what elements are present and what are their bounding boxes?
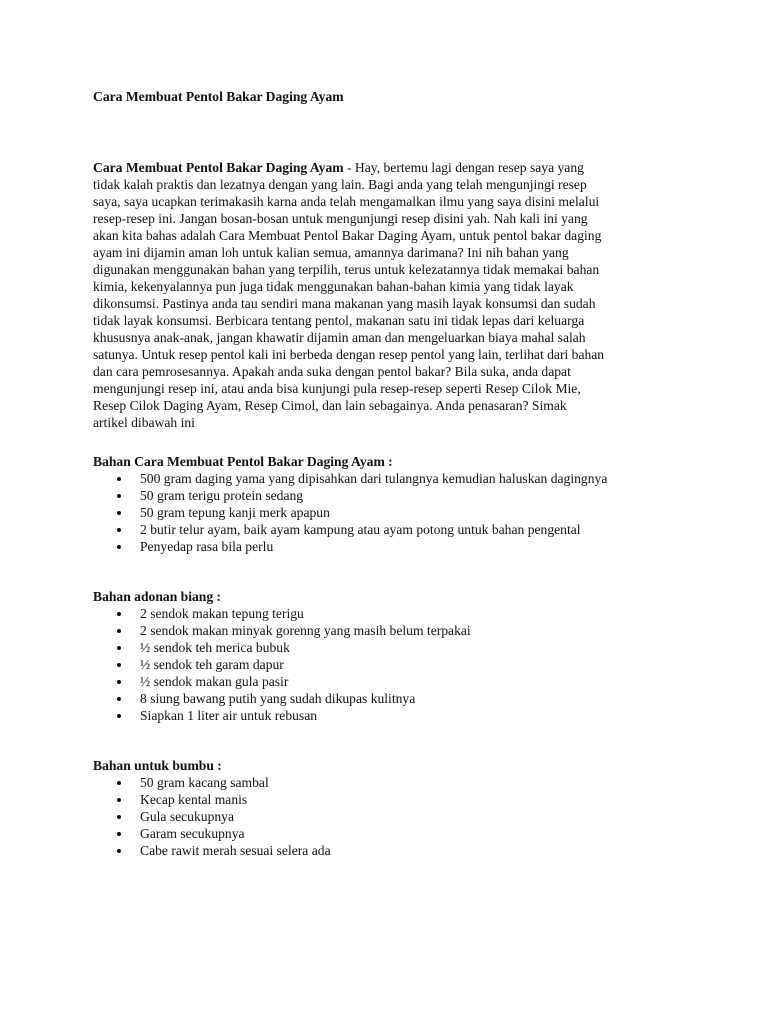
intro-line: tidak layak konsumsi. Berbicara tentang pentol, makanan satu ini tidak lepas dari keluarga (93, 313, 585, 328)
list-item (93, 842, 693, 859)
list-item-text: ½ sendok teh garam dapur (140, 657, 284, 672)
section-heading-bahan-utama: Bahan Cara Membuat Pentol Bakar Daging Ayam : (93, 454, 393, 469)
list-item (93, 470, 693, 487)
list-item-text: Kecap kental manis (140, 792, 248, 807)
list-item (93, 538, 693, 555)
bullet-icon (117, 714, 121, 718)
bullet-icon (117, 815, 121, 819)
list-item-text: 50 gram kacang sambal (140, 775, 269, 790)
bullet-icon (117, 612, 121, 616)
list-item (93, 521, 693, 538)
intro-line: saya, saya ucapkan terimakasih karna anda telah mengamalkan ilmu yang saya disini melalui (93, 194, 600, 209)
intro-line: khususnya anak-anak, jangan khawatir dijamin aman dan mengeluarkan biaya mahal salah (93, 330, 586, 345)
list-item (93, 774, 693, 791)
list-item-text: Penyedap rasa bila perlu (140, 539, 274, 554)
bullet-icon (117, 646, 121, 650)
intro-line: tidak kalah praktis dan lezatnya dengan yang lain. Bagi anda yang telah mengunjingi resep (93, 177, 587, 192)
list-item-text: Cabe rawit merah sesuai selera ada (140, 843, 331, 858)
intro-line: dan cara pemrosesannya. Apakah anda suka dengan pentol bakar? Bila suka, anda dapat (93, 364, 571, 379)
bullet-icon (117, 832, 121, 836)
list-item-text: 50 gram terigu protein sedang (140, 488, 304, 503)
intro-line: akan kita bahas adalah Cara Membuat Pentol Bakar Daging Ayam, untuk pentol bakar daging (93, 228, 602, 243)
intro-line: artikel dibawah ini (93, 415, 195, 430)
list-item (93, 825, 693, 842)
list-item-text: Garam secukupnya (140, 826, 245, 841)
list-item (93, 504, 693, 521)
bullet-icon (117, 798, 121, 802)
list-item-text: 2 sendok makan tepung terigu (140, 606, 304, 621)
intro-paragraph (93, 159, 693, 431)
bullet-icon (117, 629, 121, 633)
bullet-icon (117, 494, 121, 498)
list-item (93, 639, 693, 656)
list-item (93, 808, 693, 825)
intro-line: mengunjungi resep ini, atau anda bisa kunjungi pula resep-resep seperti Resep Cilok Mie, (93, 381, 581, 396)
section-heading-bumbu: Bahan untuk bumbu : (93, 758, 222, 773)
document-title: Cara Membuat Pentol Bakar Daging Ayam (93, 89, 344, 104)
intro-line: dikonsumsi. Pastinya anda tau sendiri mana makanan yang masih layak konsumsi dan sudah (93, 296, 596, 311)
bullet-icon (117, 545, 121, 549)
intro-line (93, 159, 693, 176)
bullet-icon (117, 511, 121, 515)
bullet-icon (117, 680, 121, 684)
intro-line: resep-resep ini. Jangan bosan-bosan untuk mengunjungi resep disini yah. Nah kali ini yang (93, 211, 588, 226)
list-item-text: 2 sendok makan minyak gorenng yang masih belum terpakai (140, 623, 471, 638)
bullet-icon (117, 663, 121, 667)
list-item (93, 622, 693, 639)
ingredient-list-bumbu (93, 774, 693, 859)
list-item (93, 791, 693, 808)
list-item-text: 500 gram daging yama yang dipisahkan dari tulangnya kemudian haluskan dagingnya (140, 471, 608, 486)
list-item-text: Siapkan 1 liter air untuk rebusan (140, 708, 318, 723)
intro-line-text: - Hay, bertemu lagi dengan resep saya yang (343, 160, 584, 175)
intro-line: ayam ini dijamin aman loh untuk kalian semua, amannya darimana? Ini nih bahan yang (93, 245, 569, 260)
intro-line: Resep Cilok Daging Ayam, Resep Cimol, dan lain sebagainya. Anda penasaran? Simak (93, 398, 567, 413)
list-item (93, 605, 693, 622)
bullet-icon (117, 781, 121, 785)
list-item (93, 690, 693, 707)
bullet-icon (117, 697, 121, 701)
list-item (93, 673, 693, 690)
intro-line: kimia, kekenyalannya pun juga tidak menggunakan bahan-bahan kimia yang tidak layak (93, 279, 574, 294)
list-item-text: 8 siung bawang putih yang sudah dikupas kulitnya (140, 691, 416, 706)
list-item-text: Gula secukupnya (140, 809, 234, 824)
list-item-text: 50 gram tepung kanji merk apapun (140, 505, 330, 520)
ingredient-list-adonan-biang (93, 605, 693, 724)
intro-line: satunya. Untuk resep pentol kali ini berbeda dengan resep pentol yang lain, terlihat dari bahan (93, 347, 605, 362)
bullet-icon (117, 477, 121, 481)
bullet-icon (117, 849, 121, 853)
ingredient-list-bahan-utama (93, 470, 693, 555)
list-item (93, 656, 693, 673)
list-item-text: 2 butir telur ayam, baik ayam kampung atau ayam potong untuk bahan pengental (140, 522, 581, 537)
list-item (93, 487, 693, 504)
bullet-icon (117, 528, 121, 532)
list-item-text: ½ sendok teh merica bubuk (140, 640, 290, 655)
list-item-text: ½ sendok makan gula pasir (140, 674, 289, 689)
intro-line: digunakan menggunakan bahan yang terpilih, terus untuk kelezatannya tidak memakai bahan (93, 262, 600, 277)
list-item (93, 707, 693, 724)
section-heading-adonan-biang: Bahan adonan biang : (93, 589, 222, 604)
document-page (93, 88, 693, 859)
intro-lead: Cara Membuat Pentol Bakar Daging Ayam (93, 160, 344, 175)
